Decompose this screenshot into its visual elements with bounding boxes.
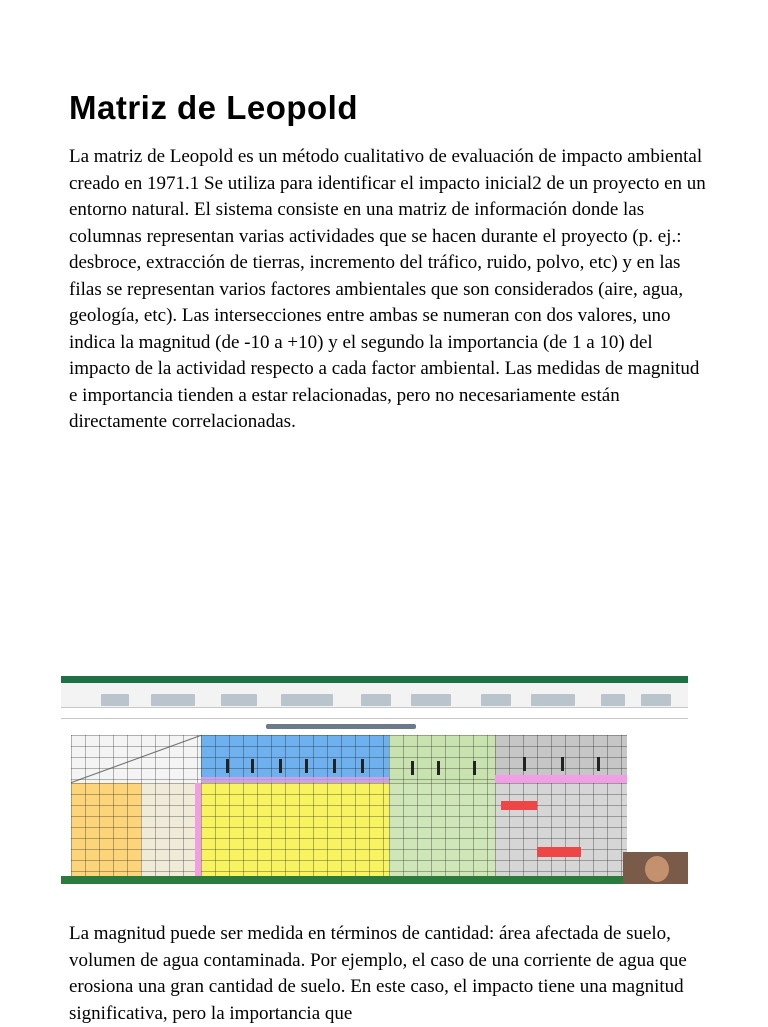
intro-paragraph: La matriz de Leopold es un método cualitativo de evaluación de impacto ambiental creado en 1971.1 Se utiliza para identificar el impacto inicial2 de un proyecto en un entorno natural. El sistema consiste en una matriz de información donde las columnas representan varias actividades que se hacen durante el proyecto (p. ej.: desbroce, extracción de tierras, incremento del tráfico, ruido, polvo, etc) y en las filas se representan varios factores ambientales que son considerados (aire, agua, geología, etc). Las intersecciones entre ambas se numeran con dos valores, uno indica la magnitud (de -10 a +10) y el segundo la importancia (de 1 a 10) del impacto de la actividad respecto a cada factor ambiental. Las medidas de magnitud e importancia tienden a estar relacionadas, pero no necesariamente están directamente correlacionadas. — [69, 146, 706, 432]
formula-bar — [61, 708, 688, 719]
person-face — [645, 856, 669, 882]
factor-column — [71, 783, 141, 876]
header-activities-green — [389, 735, 495, 783]
magnitude-paragraph: La magnitud puede ser medida en términos de cantidad: área afectada de suelo, volumen de agua contaminada. Por ejemplo, el caso de una corriente de agua que erosiona una gran cantidad de suelo. En este caso, el impacto tiene una magnitud significativa, pero la importancia que — [69, 923, 687, 1024]
spreadsheet-screenshot-icon — [61, 676, 688, 884]
page-title: Matriz de Leopold — [69, 89, 358, 126]
subfactor-column — [141, 783, 201, 876]
highlight-cell-2 — [537, 847, 581, 857]
matrix-header-title — [266, 724, 416, 729]
excel-status-bar — [61, 876, 688, 884]
excel-title-bar — [61, 676, 688, 683]
leopold-matrix-sheet — [61, 719, 688, 876]
header-factors-diagonal — [71, 735, 201, 783]
matrix-green-block — [389, 783, 495, 876]
matrix-yellow-block — [201, 783, 389, 876]
highlight-cell-1 — [501, 801, 537, 810]
header-pink-band — [495, 775, 627, 783]
excel-ribbon — [61, 683, 688, 708]
matrix-gray-block — [495, 783, 627, 876]
webcam-overlay — [623, 852, 688, 884]
